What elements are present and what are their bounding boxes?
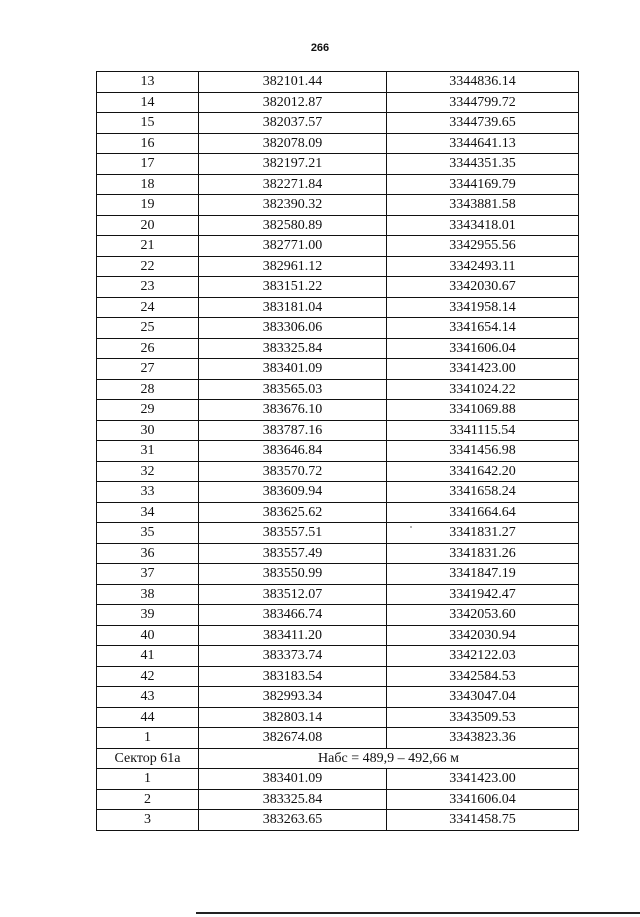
point-number: 22	[97, 256, 199, 277]
x-coordinate: 382101.44	[199, 72, 387, 93]
y-coordinate: 3343418.01	[387, 215, 579, 236]
y-coordinate: 3343823.36	[387, 728, 579, 749]
x-coordinate: 382078.09	[199, 133, 387, 154]
x-coordinate: 383565.03	[199, 379, 387, 400]
point-number: 44	[97, 707, 199, 728]
x-coordinate: 383625.62	[199, 502, 387, 523]
x-coordinate: 383151.22	[199, 277, 387, 298]
point-number: 20	[97, 215, 199, 236]
scan-edge-line	[196, 912, 640, 914]
point-number: 26	[97, 338, 199, 359]
table-row	[97, 379, 579, 400]
x-coordinate: 382674.08	[199, 728, 387, 749]
coordinates-table-body	[97, 72, 579, 831]
table-row	[97, 400, 579, 421]
point-number: 1	[97, 728, 199, 749]
y-coordinate: 3344169.79	[387, 174, 579, 195]
table-row	[97, 523, 579, 544]
point-number: 23	[97, 277, 199, 298]
sector-table-row	[97, 789, 579, 810]
point-number: 38	[97, 584, 199, 605]
x-coordinate: 382771.00	[199, 236, 387, 257]
x-coordinate: 383570.72	[199, 461, 387, 482]
x-coordinate: 383373.74	[199, 646, 387, 667]
table-row	[97, 215, 579, 236]
x-coordinate: 383183.54	[199, 666, 387, 687]
point-number: 19	[97, 195, 199, 216]
point-number: 29	[97, 400, 199, 421]
x-coordinate: 383787.16	[199, 420, 387, 441]
point-number: 27	[97, 359, 199, 380]
x-coordinate: 383325.84	[199, 789, 387, 810]
table-row	[97, 236, 579, 257]
y-coordinate: 3341115.54	[387, 420, 579, 441]
y-coordinate: 3341958.14	[387, 297, 579, 318]
y-coordinate: 3344641.13	[387, 133, 579, 154]
point-number: 1	[97, 769, 199, 790]
y-coordinate: 3341642.20	[387, 461, 579, 482]
x-coordinate: 383676.10	[199, 400, 387, 421]
sector-table-row	[97, 769, 579, 790]
point-number: 21	[97, 236, 199, 257]
y-coordinate: 3342584.53	[387, 666, 579, 687]
table-row	[97, 256, 579, 277]
y-coordinate: 3344799.72	[387, 92, 579, 113]
point-number: 18	[97, 174, 199, 195]
x-coordinate: 382961.12	[199, 256, 387, 277]
x-coordinate: 383263.65	[199, 810, 387, 831]
table-row	[97, 605, 579, 626]
y-coordinate: 3342122.03	[387, 646, 579, 667]
table-row	[97, 707, 579, 728]
y-coordinate: 3341606.04	[387, 789, 579, 810]
x-coordinate: 383181.04	[199, 297, 387, 318]
y-coordinate: 3343881.58	[387, 195, 579, 216]
table-row	[97, 195, 579, 216]
y-coordinate: 3341024.22	[387, 379, 579, 400]
table-row	[97, 625, 579, 646]
table-row	[97, 72, 579, 93]
y-coordinate: 3342955.56	[387, 236, 579, 257]
table-row	[97, 92, 579, 113]
y-coordinate: 3342030.67	[387, 277, 579, 298]
point-number: 31	[97, 441, 199, 462]
y-coordinate: 3341831.27	[387, 523, 579, 544]
table-row	[97, 113, 579, 134]
point-number: 24	[97, 297, 199, 318]
point-number: 34	[97, 502, 199, 523]
scan-speck	[410, 526, 412, 528]
x-coordinate: 382803.14	[199, 707, 387, 728]
point-number: 37	[97, 564, 199, 585]
point-number: 43	[97, 687, 199, 708]
point-number: 3	[97, 810, 199, 831]
sector-label: Сектор 61а	[97, 748, 199, 769]
table-row	[97, 154, 579, 175]
point-number: 15	[97, 113, 199, 134]
point-number: 36	[97, 543, 199, 564]
y-coordinate: 3341654.14	[387, 318, 579, 339]
y-coordinate: 3341423.00	[387, 769, 579, 790]
x-coordinate: 382197.21	[199, 154, 387, 175]
point-number: 33	[97, 482, 199, 503]
point-number: 42	[97, 666, 199, 687]
x-coordinate: 382580.89	[199, 215, 387, 236]
x-coordinate: 382037.57	[199, 113, 387, 134]
table-row	[97, 297, 579, 318]
page-number: 266	[310, 42, 330, 54]
y-coordinate: 3341942.47	[387, 584, 579, 605]
y-coordinate: 3341456.98	[387, 441, 579, 462]
point-number: 39	[97, 605, 199, 626]
table-row	[97, 646, 579, 667]
y-coordinate: 3341423.00	[387, 359, 579, 380]
coordinates-table	[96, 71, 579, 831]
table-row	[97, 666, 579, 687]
y-coordinate: 3341458.75	[387, 810, 579, 831]
y-coordinate: 3344351.35	[387, 154, 579, 175]
table-row	[97, 584, 579, 605]
x-coordinate: 383609.94	[199, 482, 387, 503]
y-coordinate: 3341606.04	[387, 338, 579, 359]
y-coordinate: 3341831.26	[387, 543, 579, 564]
point-number: 40	[97, 625, 199, 646]
table-row	[97, 687, 579, 708]
y-coordinate: 3341664.64	[387, 502, 579, 523]
y-coordinate: 3342030.94	[387, 625, 579, 646]
y-coordinate: 3341658.24	[387, 482, 579, 503]
point-number: 14	[97, 92, 199, 113]
x-coordinate: 382993.34	[199, 687, 387, 708]
y-coordinate: 3343047.04	[387, 687, 579, 708]
table-row	[97, 441, 579, 462]
y-coordinate: 3344836.14	[387, 72, 579, 93]
point-number: 17	[97, 154, 199, 175]
y-coordinate: 3343509.53	[387, 707, 579, 728]
table-row	[97, 461, 579, 482]
table-row	[97, 318, 579, 339]
point-number: 32	[97, 461, 199, 482]
point-number: 25	[97, 318, 199, 339]
table-row	[97, 482, 579, 503]
point-number: 2	[97, 789, 199, 810]
table-row	[97, 728, 579, 749]
x-coordinate: 383411.20	[199, 625, 387, 646]
x-coordinate: 383512.07	[199, 584, 387, 605]
y-coordinate: 3341069.88	[387, 400, 579, 421]
sector-height-range: Набс = 489,9 – 492,66 м	[199, 748, 579, 769]
x-coordinate: 383646.84	[199, 441, 387, 462]
x-coordinate: 382012.87	[199, 92, 387, 113]
table-row	[97, 543, 579, 564]
point-number: 13	[97, 72, 199, 93]
table-row	[97, 338, 579, 359]
sector-table-row	[97, 810, 579, 831]
y-coordinate: 3341847.19	[387, 564, 579, 585]
x-coordinate: 383550.99	[199, 564, 387, 585]
y-coordinate: 3344739.65	[387, 113, 579, 134]
x-coordinate: 383401.09	[199, 769, 387, 790]
point-number: 30	[97, 420, 199, 441]
x-coordinate: 383557.51	[199, 523, 387, 544]
table-row	[97, 359, 579, 380]
table-row	[97, 420, 579, 441]
x-coordinate: 382271.84	[199, 174, 387, 195]
point-number: 35	[97, 523, 199, 544]
x-coordinate: 383466.74	[199, 605, 387, 626]
table-row	[97, 277, 579, 298]
y-coordinate: 3342493.11	[387, 256, 579, 277]
x-coordinate: 382390.32	[199, 195, 387, 216]
point-number: 28	[97, 379, 199, 400]
x-coordinate: 383325.84	[199, 338, 387, 359]
table-row	[97, 502, 579, 523]
table-row	[97, 174, 579, 195]
table-row	[97, 133, 579, 154]
x-coordinate: 383401.09	[199, 359, 387, 380]
point-number: 16	[97, 133, 199, 154]
table-row	[97, 564, 579, 585]
x-coordinate: 383557.49	[199, 543, 387, 564]
x-coordinate: 383306.06	[199, 318, 387, 339]
point-number: 41	[97, 646, 199, 667]
sector-header-row	[97, 748, 579, 769]
y-coordinate: 3342053.60	[387, 605, 579, 626]
